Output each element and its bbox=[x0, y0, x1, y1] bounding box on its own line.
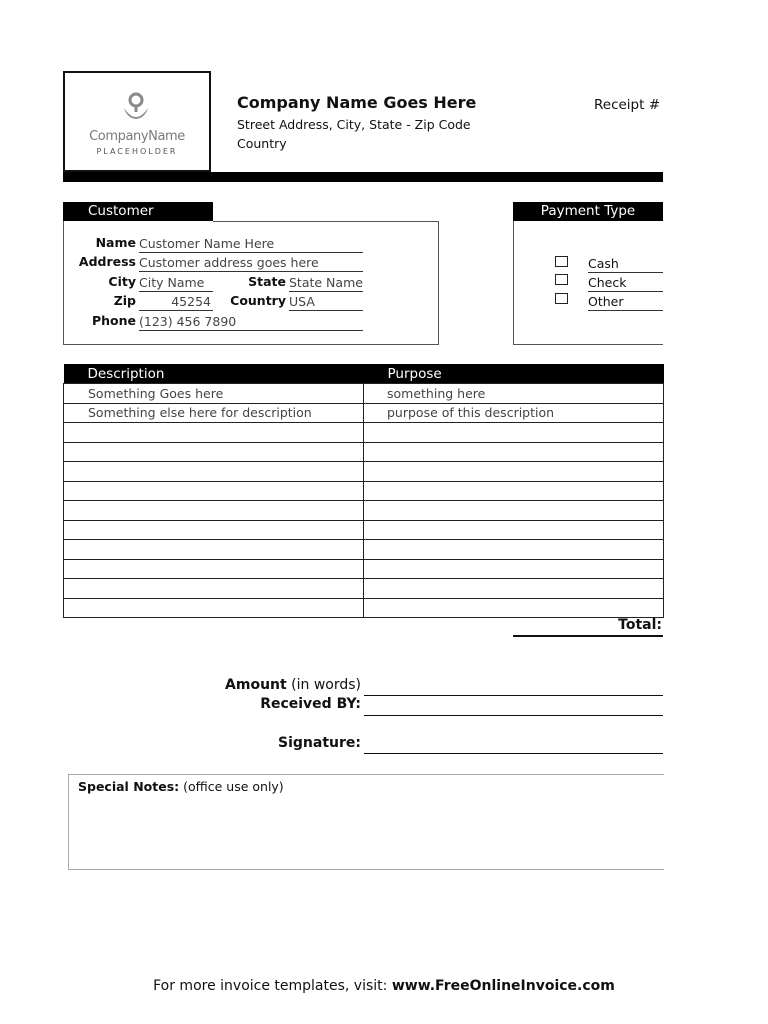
customer-name-field[interactable]: Customer Name Here bbox=[139, 236, 363, 253]
description-cell[interactable] bbox=[64, 423, 364, 443]
table-row bbox=[64, 540, 664, 560]
cash-label: Cash bbox=[588, 255, 663, 273]
purpose-column-header: Purpose bbox=[364, 364, 664, 384]
description-cell[interactable] bbox=[64, 559, 364, 579]
table-row bbox=[64, 462, 664, 482]
description-cell[interactable] bbox=[64, 540, 364, 560]
description-column-header: Description bbox=[64, 364, 364, 384]
customer-box-border bbox=[213, 221, 439, 222]
table-row bbox=[64, 559, 664, 579]
customer-country-label: Country bbox=[230, 293, 286, 308]
table-row bbox=[64, 423, 664, 443]
receipt-number-label: Receipt # bbox=[594, 97, 661, 113]
table-row bbox=[64, 501, 664, 521]
company-logo bbox=[63, 71, 211, 172]
table-row bbox=[64, 442, 664, 462]
table-row bbox=[64, 598, 664, 618]
purpose-cell[interactable] bbox=[364, 423, 664, 443]
table-row bbox=[64, 403, 664, 423]
customer-state-label: State bbox=[248, 274, 286, 289]
total-field[interactable] bbox=[513, 635, 663, 637]
footer-text: For more invoice templates, visit: bbox=[153, 978, 392, 994]
received-by-label: Received BY: bbox=[260, 696, 361, 712]
received-by-field[interactable] bbox=[364, 715, 663, 716]
purpose-cell[interactable]: purpose of this description bbox=[364, 403, 664, 423]
signature-field[interactable] bbox=[364, 753, 663, 754]
purpose-cell[interactable] bbox=[364, 442, 664, 462]
purpose-cell[interactable] bbox=[364, 579, 664, 599]
description-cell[interactable] bbox=[64, 501, 364, 521]
description-cell[interactable] bbox=[64, 442, 364, 462]
payment-section-header: Payment Type bbox=[513, 202, 663, 221]
description-cell[interactable] bbox=[64, 481, 364, 501]
company-country: Country bbox=[237, 136, 287, 151]
customer-country-field[interactable]: USA bbox=[289, 294, 363, 311]
customer-phone-field[interactable]: (123) 456 7890 bbox=[139, 314, 363, 331]
items-table bbox=[63, 364, 664, 618]
company-name: Company Name Goes Here bbox=[237, 93, 477, 112]
customer-address-field[interactable]: Customer address goes here bbox=[139, 255, 363, 272]
amount-field[interactable] bbox=[364, 695, 663, 696]
customer-state-field[interactable]: State Name bbox=[289, 275, 363, 290]
cash-checkbox[interactable] bbox=[555, 256, 568, 267]
purpose-cell[interactable] bbox=[364, 598, 664, 618]
other-label: Other bbox=[588, 293, 663, 311]
signature-label: Signature: bbox=[278, 735, 361, 751]
purpose-cell[interactable] bbox=[364, 520, 664, 540]
logo-emblem-icon bbox=[121, 92, 151, 124]
description-cell[interactable] bbox=[64, 520, 364, 540]
check-checkbox[interactable] bbox=[555, 274, 568, 285]
table-header-row bbox=[64, 364, 664, 384]
footer bbox=[0, 978, 768, 994]
purpose-cell[interactable] bbox=[364, 540, 664, 560]
customer-address-label: Address bbox=[78, 254, 136, 269]
customer-zip-label: Zip bbox=[113, 293, 136, 308]
special-notes-label bbox=[78, 779, 284, 794]
customer-zip-field[interactable]: 45254 bbox=[139, 294, 213, 311]
purpose-cell[interactable] bbox=[364, 559, 664, 579]
footer-link[interactable]: www.FreeOnlineInvoice.com bbox=[391, 978, 615, 994]
logo-subtitle: PLACEHOLDER bbox=[96, 147, 178, 156]
description-cell[interactable] bbox=[64, 579, 364, 599]
table-row bbox=[64, 384, 664, 404]
customer-name-label: Name bbox=[95, 235, 136, 250]
check-label: Check bbox=[588, 274, 663, 292]
logo-text: CompanyName bbox=[89, 129, 185, 144]
table-row bbox=[64, 481, 664, 501]
amount-label-note: (in words) bbox=[291, 677, 361, 693]
customer-city-field[interactable]: City Name bbox=[139, 275, 213, 292]
description-cell[interactable]: Something Goes here bbox=[64, 384, 364, 404]
customer-phone-label: Phone bbox=[91, 313, 136, 328]
total-label: Total: bbox=[618, 617, 662, 633]
company-address: Street Address, City, State - Zip Code bbox=[237, 117, 471, 132]
table-row bbox=[64, 579, 664, 599]
special-notes-note: (office use only) bbox=[183, 779, 284, 794]
description-cell[interactable] bbox=[64, 462, 364, 482]
customer-city-label: City bbox=[108, 274, 136, 289]
purpose-cell[interactable] bbox=[364, 462, 664, 482]
description-cell[interactable]: Something else here for description bbox=[64, 403, 364, 423]
special-notes-label-text: Special Notes: bbox=[78, 779, 180, 794]
header-divider bbox=[63, 172, 663, 182]
description-cell[interactable] bbox=[64, 598, 364, 618]
table-row bbox=[64, 520, 664, 540]
amount-label-text: Amount bbox=[225, 677, 287, 693]
purpose-cell[interactable] bbox=[364, 501, 664, 521]
special-notes-box[interactable] bbox=[68, 774, 664, 870]
purpose-cell[interactable]: something here bbox=[364, 384, 664, 404]
amount-label bbox=[150, 677, 361, 693]
other-checkbox[interactable] bbox=[555, 293, 568, 304]
customer-section-header: Customer bbox=[63, 202, 213, 221]
purpose-cell[interactable] bbox=[364, 481, 664, 501]
